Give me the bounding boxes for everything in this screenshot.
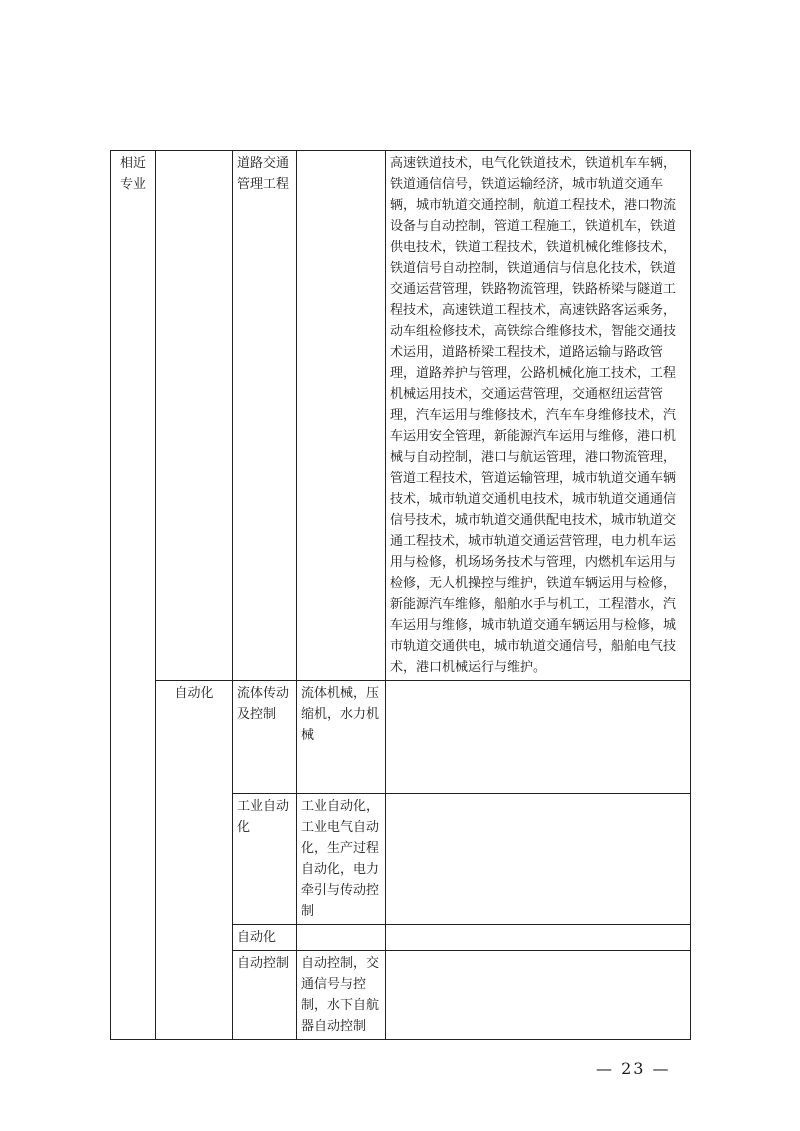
sub-major-label: 自动控制 bbox=[237, 956, 290, 971]
category-label: 相近专业 bbox=[119, 156, 146, 192]
page-number: — 23 — bbox=[596, 1059, 671, 1078]
sub-major-cell bbox=[233, 681, 297, 794]
majors-cell bbox=[297, 794, 386, 925]
sub-major-label: 流体传动及控制 bbox=[237, 686, 290, 722]
related-majors-cell bbox=[386, 925, 691, 951]
sub-major-cell bbox=[233, 151, 297, 681]
majors-text: 工业自动化，工业电气自动化，生产过程自动化，电力牵引与传动控制 bbox=[301, 799, 380, 919]
sub-major-cell bbox=[233, 951, 297, 1040]
related-majors-cell bbox=[386, 951, 691, 1040]
sub-major-cell bbox=[233, 925, 297, 951]
group-name-cell bbox=[156, 681, 233, 1040]
majors-text: 流体机械，压缩机，水力机械 bbox=[301, 686, 380, 743]
group-name-label: 自动化 bbox=[174, 686, 214, 701]
majors-cell bbox=[297, 925, 386, 951]
majors-cell bbox=[297, 951, 386, 1040]
majors-cell bbox=[297, 681, 386, 794]
sub-major-label: 工业自动化 bbox=[237, 799, 290, 835]
group-name-cell bbox=[156, 151, 233, 681]
related-majors-cell bbox=[386, 794, 691, 925]
majors-cell bbox=[297, 151, 386, 681]
sub-major-label: 自动化 bbox=[237, 930, 277, 945]
category-cell bbox=[111, 151, 156, 1040]
related-majors-cell bbox=[386, 151, 691, 681]
sub-major-cell bbox=[233, 794, 297, 925]
related-majors-text: 高速铁道技术，电气化铁道技术，铁道机车车辆，铁道通信信号，铁道运输经济，城市轨道交通车辆，城市轨道交通控制，航道工程技术，港口物流设备与自动控制，管道工程施工，铁道机车，铁道供电技术，铁道工程技术，铁道机械化维修技术，铁道信号自动控制，铁道通信与信息化技术，铁道交通运营管理，铁路物流管理，铁路桥梁与隧道工程技术，高速铁道工程技术，高速铁路客运乘务，动车组检修技术，高铁综合维修技术，智能交通技术运用，道路桥梁工程技术，道路运输与路政管理，道路养护与管理，公路机械化施工技术，工程机械运用技术，交通运营管理，交通枢纽运营管理，汽车运用与维修技术，汽车车身维修技术，汽车运用安全管理，新能源汽车运用与维修，港口机械与自动控制，港口与航运管理，港口物流管理，管道工程技术，管道运输管理，城市轨道交通车辆技术，城市轨道交通机电技术，城市轨道交通通信信号技术，城市轨道交通供配电技术，城市轨道交通工程技术，城市轨道交通运营管理，电力机车运用与检修，机场场务技术与管理，内燃机车运用与检修，无人机操控与维护，铁道车辆运用与检修，新能源汽车维修，船舶水手与机工，工程潜水，汽车运用与维修，城市轨道交通车辆运用与检修，城市轨道交通供电，城市轨道交通信号，船舶电气技术，港口机械运行与维护。 bbox=[390, 156, 677, 675]
major-table bbox=[110, 150, 691, 1040]
sub-major-label: 道路交通管理工程 bbox=[237, 156, 290, 192]
majors-text: 自动控制，交通信号与控制，水下自航器自动控制 bbox=[301, 956, 380, 1034]
related-majors-cell bbox=[386, 681, 691, 794]
